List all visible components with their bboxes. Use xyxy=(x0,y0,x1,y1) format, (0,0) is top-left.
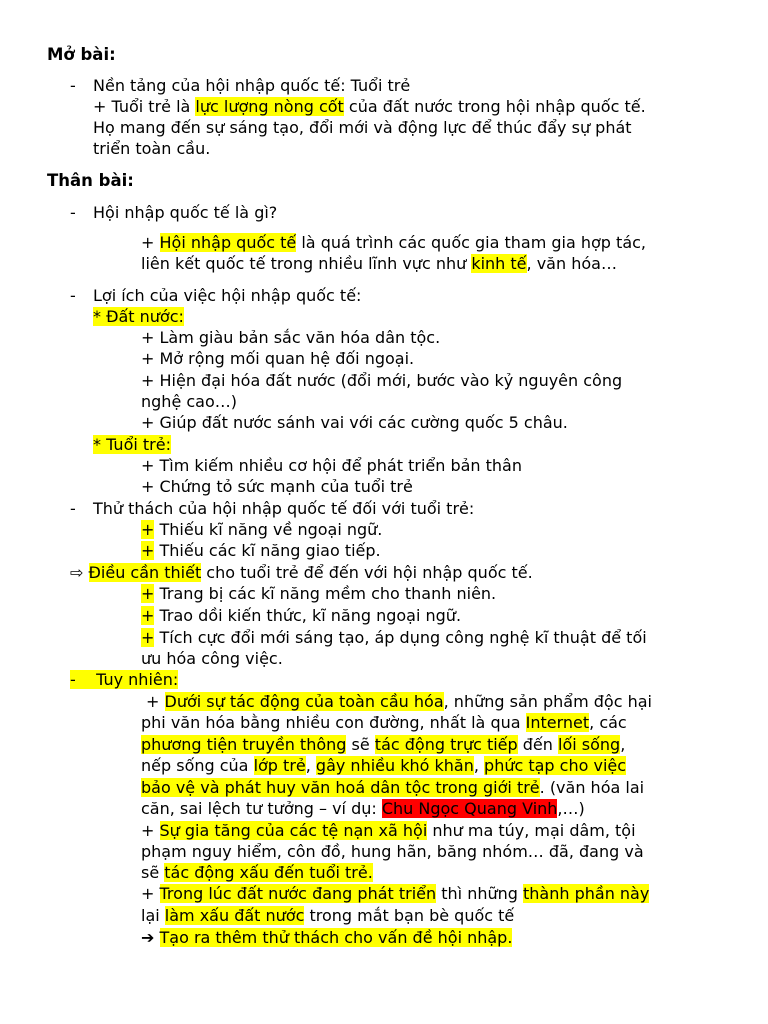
plus-marker: + xyxy=(141,584,155,603)
highlight: kinh tế xyxy=(471,254,527,273)
list-item: + Tích cực đổi mới sáng tạo, áp dụng công nghệ kĩ thuật để tối xyxy=(141,628,647,647)
plus-marker: + xyxy=(141,520,155,539)
paragraph-line: triển toàn cầu. xyxy=(93,139,211,158)
paragraph-line: lại làm xấu đất nước trong mắt bạn bè quốc tế xyxy=(141,906,515,925)
however-line: - Tuy nhiên: xyxy=(70,670,179,689)
list-item: + Hiện đại hóa đất nước (đổi mới, bước vào kỷ nguyên công xyxy=(141,371,623,390)
plus-marker: + xyxy=(141,628,155,647)
list-item: + Giúp đất nước sánh vai với các cường quốc 5 châu. xyxy=(141,413,568,432)
need-line: ⇨ Điều cần thiết cho tuổi trẻ để đến với hội nhập quốc tế. xyxy=(70,563,533,582)
paragraph-line: sẽ tác động xấu đến tuổi trẻ. xyxy=(141,863,373,882)
arrow-icon: ➔ xyxy=(141,928,155,947)
plus-marker: + xyxy=(141,541,155,560)
plus-marker: + xyxy=(141,606,155,625)
highlight: Hội nhập quốc tế xyxy=(159,233,297,252)
list-item-text: Lợi ích của việc hội nhập quốc tế: xyxy=(93,286,362,305)
list-dash: - xyxy=(70,76,76,95)
paragraph-line: Họ mang đến sự sáng tạo, đổi mới và động lực để thúc đẩy sự phát xyxy=(93,118,632,137)
highlight: lực lượng nòng cốt xyxy=(195,97,344,116)
list-dash: - xyxy=(70,203,76,222)
paragraph-line: + Hội nhập quốc tế là quá trình các quốc gia tham gia hợp tác, xyxy=(141,233,646,252)
list-item-text: Thử thách của hội nhập quốc tế đối với tuổi trẻ: xyxy=(93,499,475,518)
paragraph-line: phương tiện truyền thông sẽ tác động trực tiếp đến lối sống, xyxy=(141,735,626,754)
paragraph-line: + Trong lúc đất nước đang phát triển thì những thành phần này xyxy=(141,884,650,903)
list-item-text: Hội nhập quốc tế là gì? xyxy=(93,203,278,222)
list-dash: - xyxy=(70,286,76,305)
highlight-red: Chu Ngọc Quang Vinh xyxy=(381,799,558,818)
paragraph-line: nếp sống của lớp trẻ, gây nhiều khó khăn, phức tạp cho việc xyxy=(141,756,627,775)
paragraph-line: + Dưới sự tác động của toàn cầu hóa, những sản phẩm độc hại xyxy=(146,692,652,711)
section-heading-mo-bai: Mở bài: xyxy=(47,45,116,64)
list-item: + Trang bị các kĩ năng mềm cho thanh niên. xyxy=(141,584,497,603)
paragraph-line: + Sự gia tăng của các tệ nạn xã hội như ma túy, mại dâm, tội xyxy=(141,821,636,840)
highlight: Dưới sự tác động của toàn cầu hóa xyxy=(164,692,444,711)
list-item: + Mở rộng mối quan hệ đối ngoại. xyxy=(141,349,415,368)
list-item: ưu hóa công việc. xyxy=(141,649,283,668)
list-item: + Tìm kiếm nhiều cơ hội để phát triển bản thân xyxy=(141,456,522,475)
section-heading-than-bai: Thân bài: xyxy=(47,171,134,190)
list-item: + Thiếu các kĩ năng giao tiếp. xyxy=(141,541,381,560)
arrow-icon: ⇨ xyxy=(70,563,84,582)
list-item: nghệ cao…) xyxy=(141,392,237,411)
paragraph-line: phạm nguy hiểm, côn đồ, hung hãn, băng nhóm… đã, đang và xyxy=(141,842,644,861)
list-dash: - xyxy=(70,499,76,518)
subheading-tuoi-tre: * Tuổi trẻ: xyxy=(93,435,171,454)
paragraph-line: phi văn hóa bằng nhiều con đường, nhất là qua Internet, các xyxy=(141,713,627,732)
conclusion-line: ➔ Tạo ra thêm thử thách cho vấn đề hội nhập. xyxy=(141,928,513,947)
list-item: + Làm giàu bản sắc văn hóa dân tộc. xyxy=(141,328,441,347)
subheading-dat-nuoc: * Đất nước: xyxy=(93,307,184,326)
list-item-text: Nền tảng của hội nhập quốc tế: Tuổi trẻ xyxy=(93,76,411,95)
list-item: + Chứng tỏ sức mạnh của tuổi trẻ xyxy=(141,477,413,496)
list-item: + Trao dồi kiến thức, kĩ năng ngoại ngữ. xyxy=(141,606,462,625)
paragraph-line: căn, sai lệch tư tưởng – ví dụ: Chu Ngọc Quang Vinh,…) xyxy=(141,799,585,818)
paragraph-line: bảo vệ và phát huy văn hoá dân tộc trong giới trẻ. (văn hóa lai xyxy=(141,778,645,797)
paragraph-line: liên kết quốc tế trong nhiều lĩnh vực như kinh tế, văn hóa… xyxy=(141,254,617,273)
highlight: Internet xyxy=(525,713,590,732)
list-item: + Thiếu kĩ năng về ngoại ngữ. xyxy=(141,520,383,539)
highlight: Điều cần thiết xyxy=(88,563,202,582)
paragraph-line: + Tuổi trẻ là lực lượng nòng cốt của đất nước trong hội nhập quốc tế. xyxy=(93,97,646,116)
